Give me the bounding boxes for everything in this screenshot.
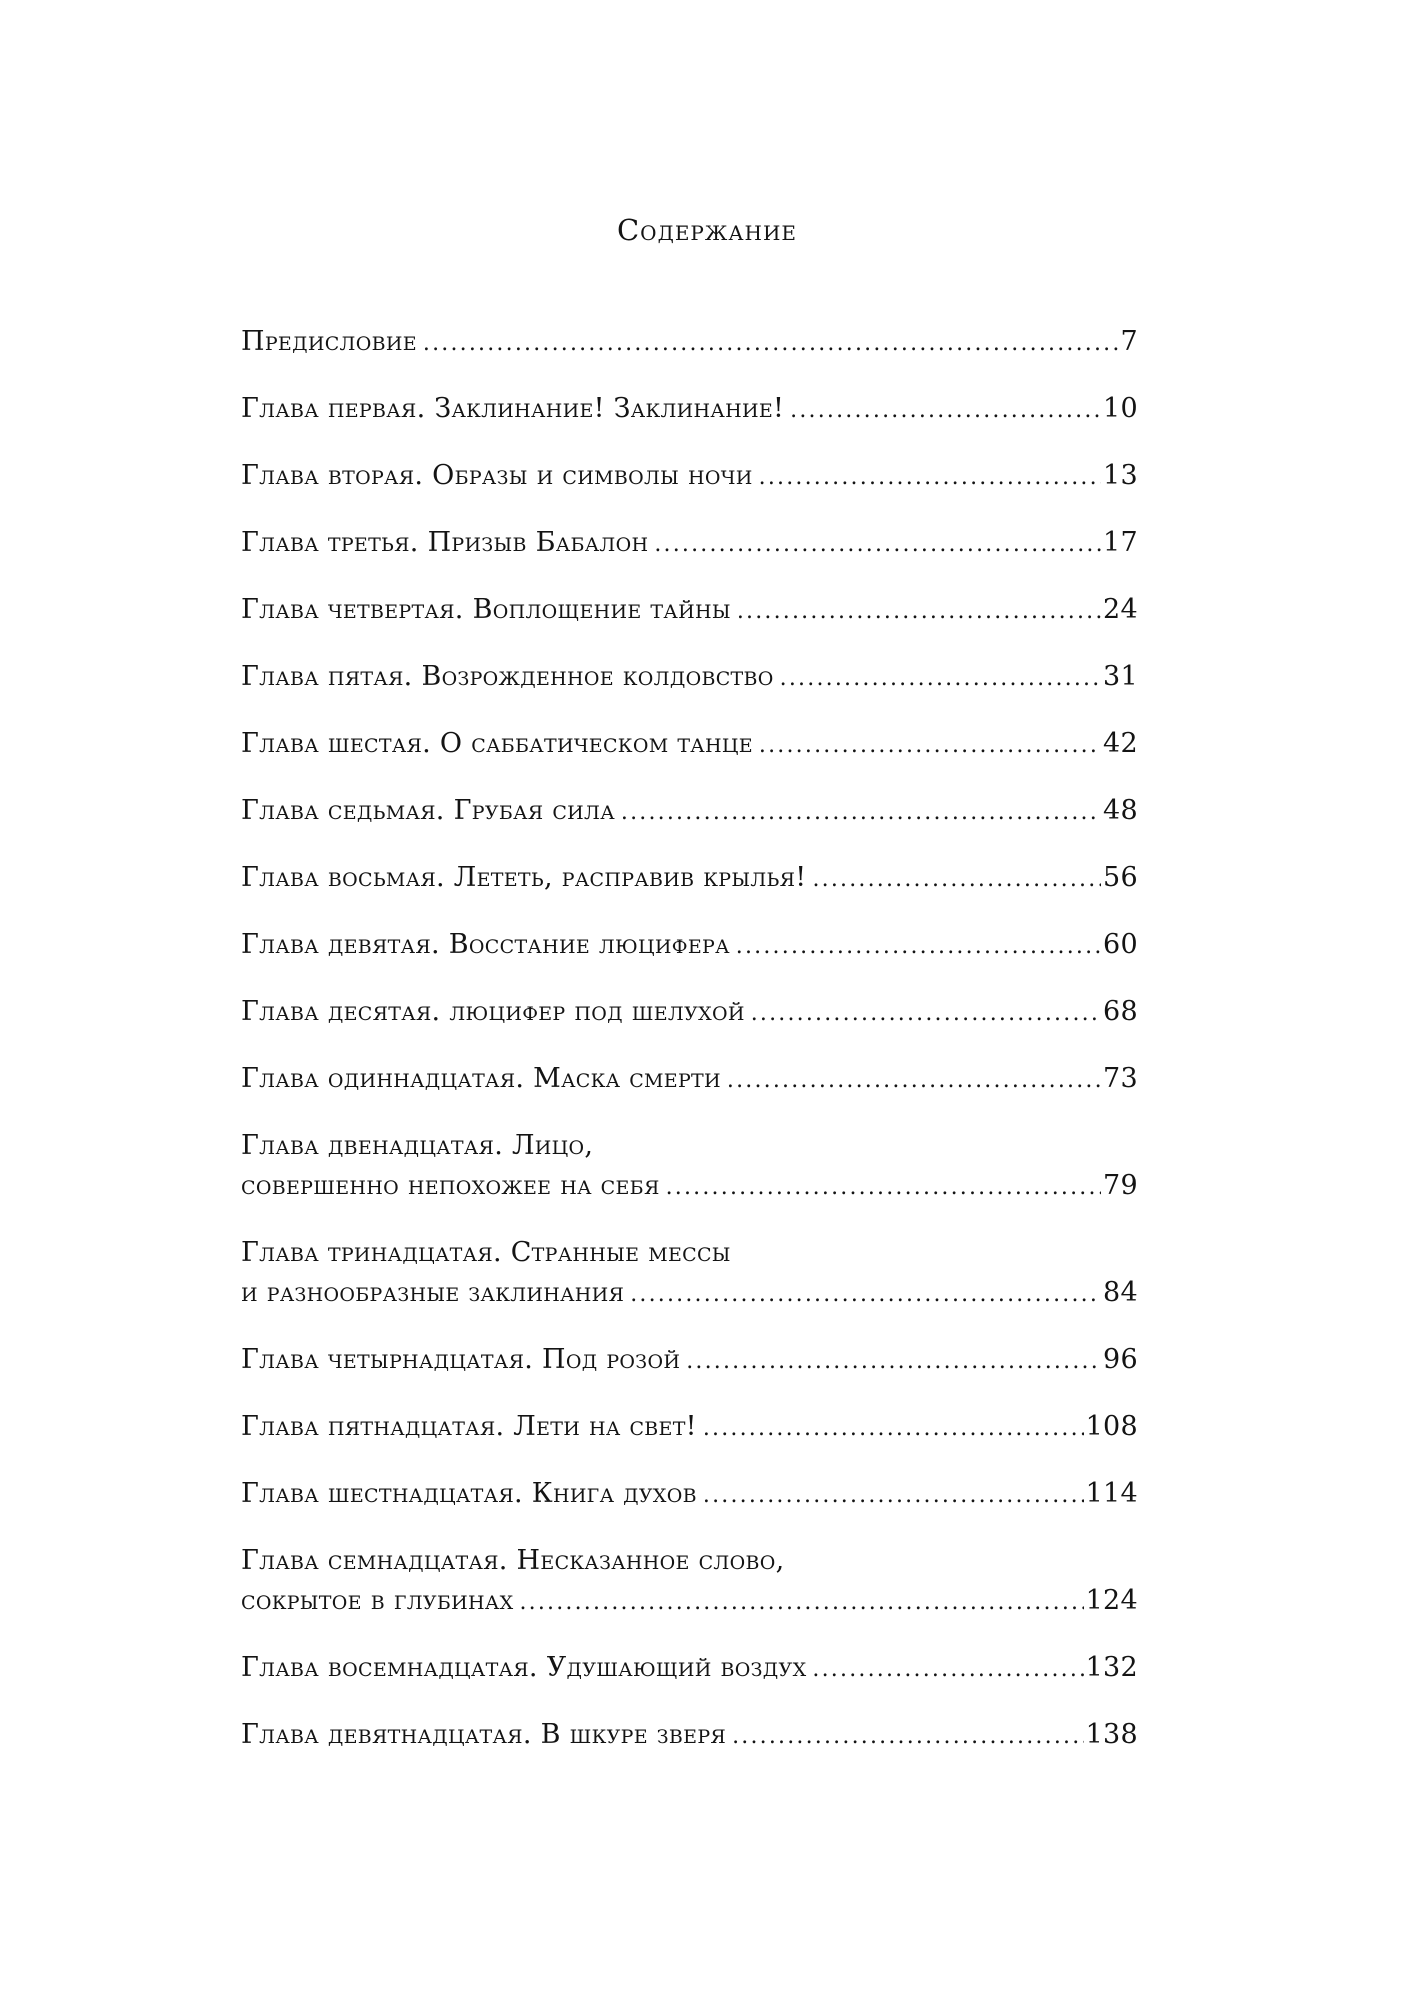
entry-title: Глава четырнадцатая. Под розой [241, 1344, 681, 1375]
toc-entry-preface[interactable] [241, 322, 1138, 364]
entry-title: Глава пятая. Возрожденное колдовство [241, 661, 774, 692]
entry-title: Глава первая. Заклинание! Заклинание! [241, 393, 785, 424]
page-number: 56 [1103, 862, 1138, 893]
toc-entry-chapter-12[interactable] [241, 1126, 1138, 1208]
entry-title: Глава шестнадцатая. Книга духов [241, 1478, 697, 1509]
toc-entry-chapter-15[interactable] [241, 1407, 1138, 1449]
page-number: 31 [1103, 661, 1138, 692]
entry-title: Глава десятая. люцифер под шелухой [241, 996, 745, 1027]
dot-leader [621, 793, 1101, 833]
toc-entry-chapter-3[interactable] [241, 523, 1138, 565]
entry-title: Глава вторая. Образы и символы ночи [241, 460, 753, 491]
dot-leader [686, 1342, 1101, 1382]
entry-title: Глава пятнадцатая. Лети на свет! [241, 1411, 697, 1442]
toc-entry-chapter-13[interactable] [241, 1233, 1138, 1315]
dot-leader [736, 927, 1101, 967]
toc-entry-chapter-8[interactable] [241, 858, 1138, 900]
page-number: 13 [1103, 460, 1138, 491]
table-of-contents [241, 322, 1138, 1782]
entry-title: Глава девятнадцатая. В шкуре зверя [241, 1719, 727, 1750]
dot-leader [812, 860, 1101, 900]
dot-leader [654, 525, 1101, 565]
page-number: 124 [1085, 1585, 1138, 1616]
page-number: 17 [1103, 527, 1138, 558]
toc-entry-chapter-16[interactable] [241, 1474, 1138, 1516]
page-number: 79 [1103, 1170, 1138, 1201]
toc-entry-chapter-2[interactable] [241, 456, 1138, 498]
entry-title: Предисловие [241, 326, 417, 357]
dot-leader [737, 592, 1101, 632]
toc-entry-chapter-19[interactable] [241, 1715, 1138, 1757]
toc-entry-chapter-5[interactable] [241, 657, 1138, 699]
entry-title-line-2: совершенно непохожее на себя [241, 1170, 660, 1201]
page-number: 73 [1103, 1063, 1138, 1094]
page-title: Содержание [616, 213, 797, 247]
page-number: 42 [1103, 728, 1138, 759]
page-number: 10 [1103, 393, 1138, 424]
dot-leader [759, 726, 1101, 766]
page-number: 96 [1103, 1344, 1138, 1375]
page-number: 7 [1120, 326, 1138, 357]
dot-leader [732, 1717, 1084, 1757]
dot-leader [759, 458, 1101, 498]
page-number: 60 [1103, 929, 1138, 960]
toc-entry-chapter-1[interactable] [241, 389, 1138, 431]
dot-leader [703, 1476, 1084, 1516]
dot-leader [751, 994, 1101, 1034]
dot-leader [812, 1650, 1083, 1690]
entry-title-line-1: Глава двенадцатая. Лицо, [241, 1130, 594, 1161]
entry-title: Глава восьмая. Лететь, расправив крылья! [241, 862, 807, 893]
entry-title-line-1: Глава семнадцатая. Несказанное слово, [241, 1545, 785, 1576]
dot-leader [780, 659, 1101, 699]
toc-entry-chapter-7[interactable] [241, 791, 1138, 833]
entry-title-line-1: Глава тринадцатая. Странные мессы [241, 1237, 731, 1268]
dot-leader [790, 391, 1101, 431]
entry-title: Глава девятая. Восстание люцифера [241, 929, 730, 960]
toc-entry-chapter-10[interactable] [241, 992, 1138, 1034]
page-number: 84 [1103, 1277, 1138, 1308]
dot-leader [727, 1061, 1101, 1101]
page-number: 68 [1103, 996, 1138, 1027]
toc-entry-chapter-6[interactable] [241, 724, 1138, 766]
page-number: 24 [1103, 594, 1138, 625]
toc-entry-chapter-14[interactable] [241, 1340, 1138, 1382]
dot-leader [666, 1168, 1101, 1208]
entry-title: Глава третья. Призыв Бабалон [241, 527, 649, 558]
entry-title-line-2: сокрытое в глубинах [241, 1585, 514, 1616]
toc-entry-chapter-4[interactable] [241, 590, 1138, 632]
page-number: 114 [1085, 1478, 1138, 1509]
entry-title: Глава седьмая. Грубая сила [241, 795, 615, 826]
toc-entry-chapter-17[interactable] [241, 1541, 1138, 1623]
dot-leader [630, 1275, 1101, 1315]
toc-entry-chapter-9[interactable] [241, 925, 1138, 967]
entry-title: Глава четвертая. Воплощение тайны [241, 594, 731, 625]
entry-title: Глава одиннадцатая. Маска смерти [241, 1063, 721, 1094]
page-number: 138 [1085, 1719, 1138, 1750]
entry-title-line-2: и разнообразные заклинания [241, 1277, 625, 1308]
page-number: 108 [1085, 1411, 1138, 1442]
page-number: 48 [1103, 795, 1138, 826]
entry-title: Глава восемнадцатая. Удушающий воздух [241, 1652, 807, 1683]
entry-title: Глава шестая. О саббатическом танце [241, 728, 753, 759]
dot-leader [703, 1409, 1084, 1449]
dot-leader [519, 1583, 1083, 1623]
toc-entry-chapter-18[interactable] [241, 1648, 1138, 1690]
toc-entry-chapter-11[interactable] [241, 1059, 1138, 1101]
dot-leader [423, 324, 1119, 364]
page-number: 132 [1085, 1652, 1138, 1683]
